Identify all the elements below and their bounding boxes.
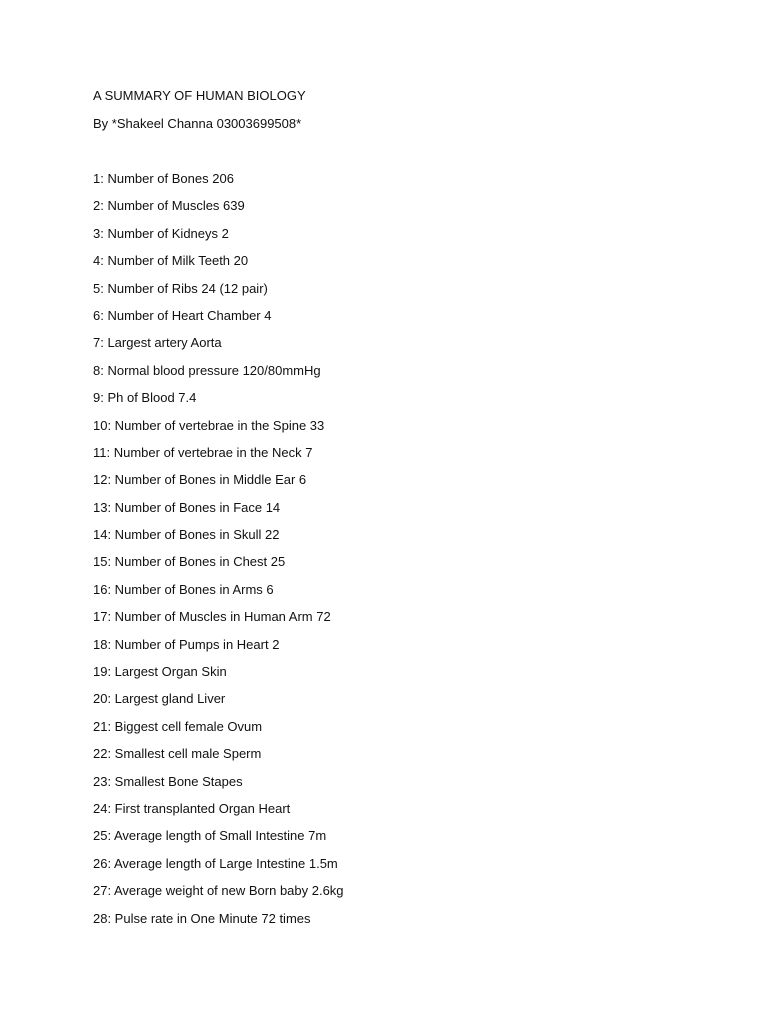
list-item: 15: Number of Bones in Chest 25 — [93, 554, 286, 570]
list-item: 11: Number of vertebrae in the Neck 7 — [93, 444, 313, 460]
list-item: 21: Biggest cell female Ovum — [93, 718, 263, 734]
list-item: 18: Number of Pumps in Heart 2 — [93, 636, 280, 652]
list-item: 12: Number of Bones in Middle Ear 6 — [93, 472, 307, 488]
list-item: 2: Number of Muscles 639 — [93, 198, 245, 214]
list-item: 22: Smallest cell male Sperm — [93, 746, 262, 762]
list-item: 10: Number of vertebrae in the Spine 33 — [93, 417, 325, 433]
facts-list — [93, 169, 713, 929]
list-item: 25: Average length of Small Intestine 7m — [93, 828, 327, 844]
list-item: 9: Ph of Blood 7.4 — [93, 390, 197, 406]
list-item: 16: Number of Bones in Arms 6 — [93, 581, 274, 597]
list-item: 26: Average length of Large Intestine 1.5m — [93, 855, 338, 871]
list-item: 7: Largest artery Aorta — [93, 335, 222, 351]
list-item: 24: First transplanted Organ Heart — [93, 800, 291, 816]
list-item: 19: Largest Organ Skin — [93, 664, 227, 680]
document-body — [93, 86, 713, 936]
list-item: 23: Smallest Bone Stapes — [93, 773, 243, 789]
list-item: 1: Number of Bones 206 — [93, 171, 234, 186]
list-item: 13: Number of Bones in Face 14 — [93, 499, 281, 515]
list-item: 27: Average weight of new Born baby 2.6kg — [93, 883, 344, 899]
list-item: 20: Largest gland Liver — [93, 691, 226, 707]
list-item: 28: Pulse rate in One Minute 72 times — [93, 910, 311, 926]
list-item: 5: Number of Ribs 24 (12 pair) — [93, 280, 268, 296]
author-byline: By *Shakeel Channa 03003699508* — [93, 116, 302, 131]
list-item: 6: Number of Heart Chamber 4 — [93, 307, 272, 323]
list-item: 8: Normal blood pressure 120/80mmHg — [93, 362, 321, 378]
list-item: 4: Number of Milk Teeth 20 — [93, 253, 249, 269]
list-item: 14: Number of Bones in Skull 22 — [93, 527, 280, 543]
list-item: 17: Number of Muscles in Human Arm 72 — [93, 609, 331, 625]
list-item: 3: Number of Kidneys 2 — [93, 225, 229, 241]
document-title: A SUMMARY OF HUMAN BIOLOGY — [93, 88, 306, 103]
